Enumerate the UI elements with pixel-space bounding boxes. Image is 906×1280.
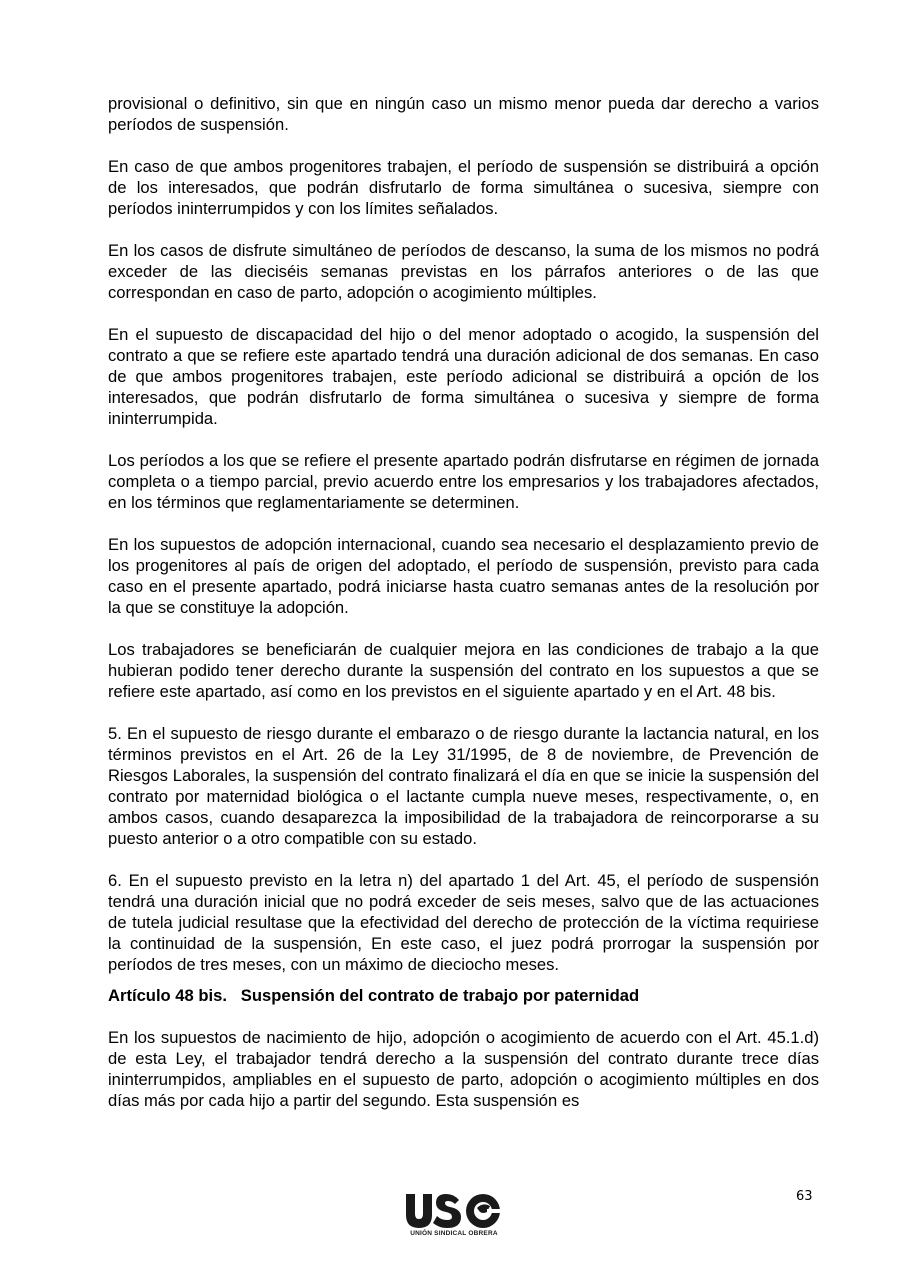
uso-logo-icon — [404, 1190, 504, 1240]
paragraph-5: Los períodos a los que se refiere el presente apartado podrán disfrutarse en régimen de jornada completa o a tiempo parcial, previo acuerdo entre los empresarios y los trabajadores afectados, en los términos que reglamentariamente se determinen. — [108, 451, 819, 512]
paragraph-7: Los trabajadores se beneficiarán de cualquier mejora en las condiciones de trabajo a la que hubieran podido tener derecho durante la suspensión del contrato en los supuestos a que se refiere este apartado, así como en los previstos en el siguiente apartado y en el Art. 48 bis. — [108, 640, 819, 701]
logo-caption: UNIÓN SINDICAL OBRERA — [410, 1230, 498, 1237]
paragraph-1: provisional o definitivo, sin que en ningún caso un mismo menor pueda dar derecho a varios períodos de suspensión. — [108, 94, 819, 134]
paragraph-4: En el supuesto de discapacidad del hijo o del menor adoptado o acogido, la suspensión del contrato a que se refiere este apartado tendrá una duración adicional de dos semanas. En caso de que ambos progenitores trabajen, este período adicional se distribuirá a opción de los interesados, que podrán disfrutarlo de forma simultánea o sucesiva y siempre de forma ininterrumpida. — [108, 325, 819, 428]
page-number: 63 — [796, 1189, 813, 1204]
paragraph-8: 5. En el supuesto de riesgo durante el embarazo o de riesgo durante la lactancia natural, en los términos previstos en el Art. 26 de la Ley 31/1995, de 8 de noviembre, de Prevención de Riesgos Laborales, la suspensión del contrato finalizará el día en que se inicie la suspensión del contrato por maternidad biológica o el lactante cumpla nueve meses, respectivamente, o, en ambos casos, cuando desaparezca la imposibilidad de la trabajadora de reincorporarse a su puesto anterior o a otro compatible con su estado. — [108, 724, 819, 848]
paragraph-10: En los supuestos de nacimiento de hijo, adopción o acogimiento de acuerdo con el Art. 45.1.d) de esta Ley, el trabajador tendrá derecho a la suspensión del contrato durante trece días ininterrumpidos, ampliables en el supuesto de parto, adopción o acogimiento múltiples en dos días más por cada hijo a partir del segundo. Esta suspensión es — [108, 1028, 819, 1110]
article-heading: Artículo 48 bis. Suspensión del contrato de trabajo por paternidad — [108, 986, 640, 1005]
paragraph-6: En los supuestos de adopción internacional, cuando sea necesario el desplazamiento previo de los progenitores al país de origen del adoptado, el período de suspensión, previsto para cada caso en el presente apartado, podrá iniciarse hasta cuatro semanas antes de la resolución por la que se constituye la adopción. — [108, 535, 819, 617]
paragraph-9: 6. En el supuesto previsto en la letra n) del apartado 1 del Art. 45, el período de suspensión tendrá una duración inicial que no podrá exceder de seis meses, salvo que de las actuaciones de tutela judicial resultase que la efectividad del derecho de protección de la víctima requiriese la continuidad de la suspensión, En este caso, el juez podrá prorrogar la suspensión por períodos de tres meses, con un máximo de dieciocho meses. — [108, 871, 819, 974]
paragraph-3: En los casos de disfrute simultáneo de períodos de descanso, la suma de los mismos no podrá exceder de las dieciséis semanas previstas en los párrafos anteriores o de las que correspondan en caso de parto, adopción o acogimiento múltiples. — [108, 241, 819, 302]
paragraph-2: En caso de que ambos progenitores trabajen, el período de suspensión se distribuirá a opción de los interesados, que podrán disfrutarlo de forma simultánea o sucesiva, siempre con períodos ininterrumpidos y con los límites señalados. — [108, 157, 819, 218]
document-body — [108, 93, 819, 1132]
